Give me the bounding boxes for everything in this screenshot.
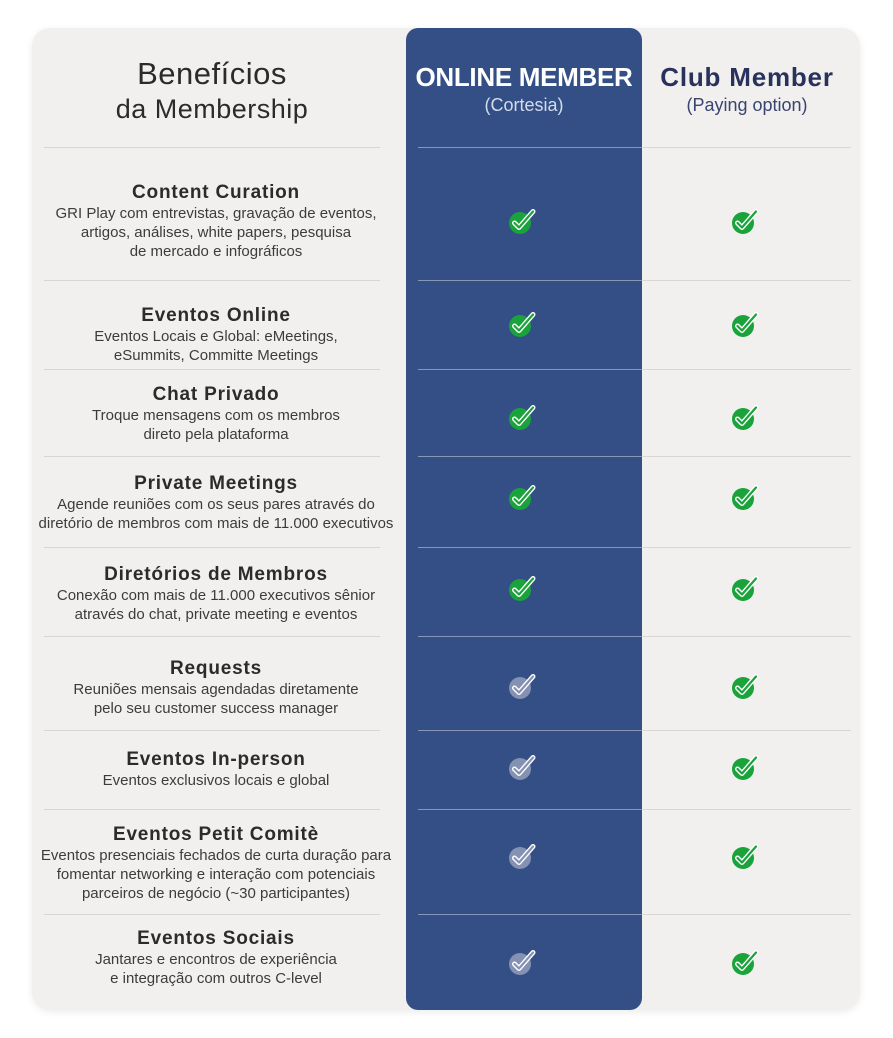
benefit-title: Eventos Petit Comitè bbox=[112, 824, 320, 845]
benefit-title: Content Curation bbox=[132, 182, 300, 203]
club-member-name: Club Member bbox=[660, 62, 834, 92]
row-divider bbox=[44, 147, 380, 148]
online-check-inactive-icon bbox=[508, 843, 538, 871]
benefit-description: Jantares e encontros de experiência e integração com outros C-level bbox=[95, 951, 337, 987]
benefit-title: Chat Privado bbox=[152, 384, 280, 405]
benefit-title: Requests bbox=[170, 658, 262, 679]
online-check-icon bbox=[508, 311, 538, 339]
online-check-icon bbox=[508, 575, 538, 603]
row-divider bbox=[44, 914, 380, 915]
benefit-item bbox=[34, 384, 398, 444]
club-check-icon bbox=[731, 754, 761, 782]
row-divider bbox=[44, 280, 380, 281]
benefit-description: Eventos exclusivos locais e global bbox=[102, 772, 330, 789]
benefit-item bbox=[34, 182, 398, 261]
row-divider bbox=[642, 147, 851, 148]
row-divider bbox=[44, 369, 380, 370]
online-check-icon bbox=[508, 484, 538, 512]
row-divider bbox=[642, 809, 851, 810]
row-divider bbox=[642, 636, 851, 637]
club-check-icon bbox=[731, 208, 761, 236]
benefit-description: GRI Play com entrevistas, gravação de eventos, artigos, análises, white papers, pesquisa de mercado e infográficos bbox=[55, 205, 377, 260]
row-divider bbox=[418, 280, 642, 281]
club-check-icon bbox=[731, 949, 761, 977]
online-check-inactive-icon bbox=[508, 673, 538, 701]
row-divider bbox=[642, 369, 851, 370]
row-divider bbox=[418, 369, 642, 370]
benefit-title: Eventos In-person bbox=[126, 749, 306, 770]
club-check-icon bbox=[731, 311, 761, 339]
online-check-inactive-icon bbox=[508, 949, 538, 977]
online-member-subtitle: (Cortesia) bbox=[484, 95, 564, 115]
title-line-1: Benefícios bbox=[137, 56, 287, 91]
row-divider bbox=[418, 914, 642, 915]
benefit-description: Troque mensagens com os membros direto pela plataforma bbox=[92, 407, 340, 443]
benefit-title: Eventos Online bbox=[141, 305, 291, 326]
club-check-icon bbox=[731, 673, 761, 701]
benefit-item bbox=[34, 749, 398, 790]
row-divider bbox=[418, 147, 642, 148]
row-divider bbox=[418, 547, 642, 548]
benefit-item bbox=[34, 824, 398, 903]
club-member-subtitle: (Paying option) bbox=[686, 95, 808, 115]
row-divider bbox=[44, 730, 380, 731]
benefit-description: Eventos Locais e Global: eMeetings, eSummits, Committe Meetings bbox=[94, 328, 338, 364]
row-divider bbox=[44, 456, 380, 457]
benefit-title: Eventos Sociais bbox=[137, 928, 295, 949]
row-divider bbox=[44, 547, 380, 548]
row-divider bbox=[44, 636, 380, 637]
club-check-icon bbox=[731, 484, 761, 512]
row-divider bbox=[642, 547, 851, 548]
benefit-item bbox=[34, 473, 398, 533]
benefit-description: Reuniões mensais agendadas diretamente pelo seu customer success manager bbox=[73, 681, 359, 717]
benefit-item bbox=[34, 305, 398, 365]
row-divider bbox=[44, 809, 380, 810]
benefit-item bbox=[34, 928, 398, 988]
row-divider bbox=[418, 456, 642, 457]
row-divider bbox=[642, 280, 851, 281]
benefit-description: Eventos presenciais fechados de curta duração para fomentar networking e interação com potenciais parceiros de negócio (~30 participantes) bbox=[40, 847, 392, 902]
club-check-icon bbox=[731, 843, 761, 871]
row-divider bbox=[642, 456, 851, 457]
online-member-name: ONLINE MEMBER bbox=[415, 62, 633, 92]
row-divider bbox=[642, 730, 851, 731]
online-check-inactive-icon bbox=[508, 754, 538, 782]
row-divider bbox=[418, 730, 642, 731]
title-line-2: da Membership bbox=[115, 94, 309, 124]
benefit-item bbox=[34, 658, 398, 718]
row-divider bbox=[418, 636, 642, 637]
benefit-description: Agende reuniões com os seus pares através do diretório de membros com mais de 11.000 executivos bbox=[38, 496, 394, 532]
club-check-icon bbox=[731, 575, 761, 603]
club-check-icon bbox=[731, 404, 761, 432]
row-divider bbox=[418, 809, 642, 810]
online-check-icon bbox=[508, 404, 538, 432]
benefit-title: Private Meetings bbox=[134, 473, 298, 494]
benefit-title: Diretórios de Membros bbox=[104, 564, 328, 585]
benefit-description: Conexão com mais de 11.000 executivos sênior através do chat, private meeting e eventos bbox=[56, 587, 376, 623]
row-divider bbox=[642, 914, 851, 915]
benefit-item bbox=[34, 564, 398, 624]
online-check-icon bbox=[508, 208, 538, 236]
